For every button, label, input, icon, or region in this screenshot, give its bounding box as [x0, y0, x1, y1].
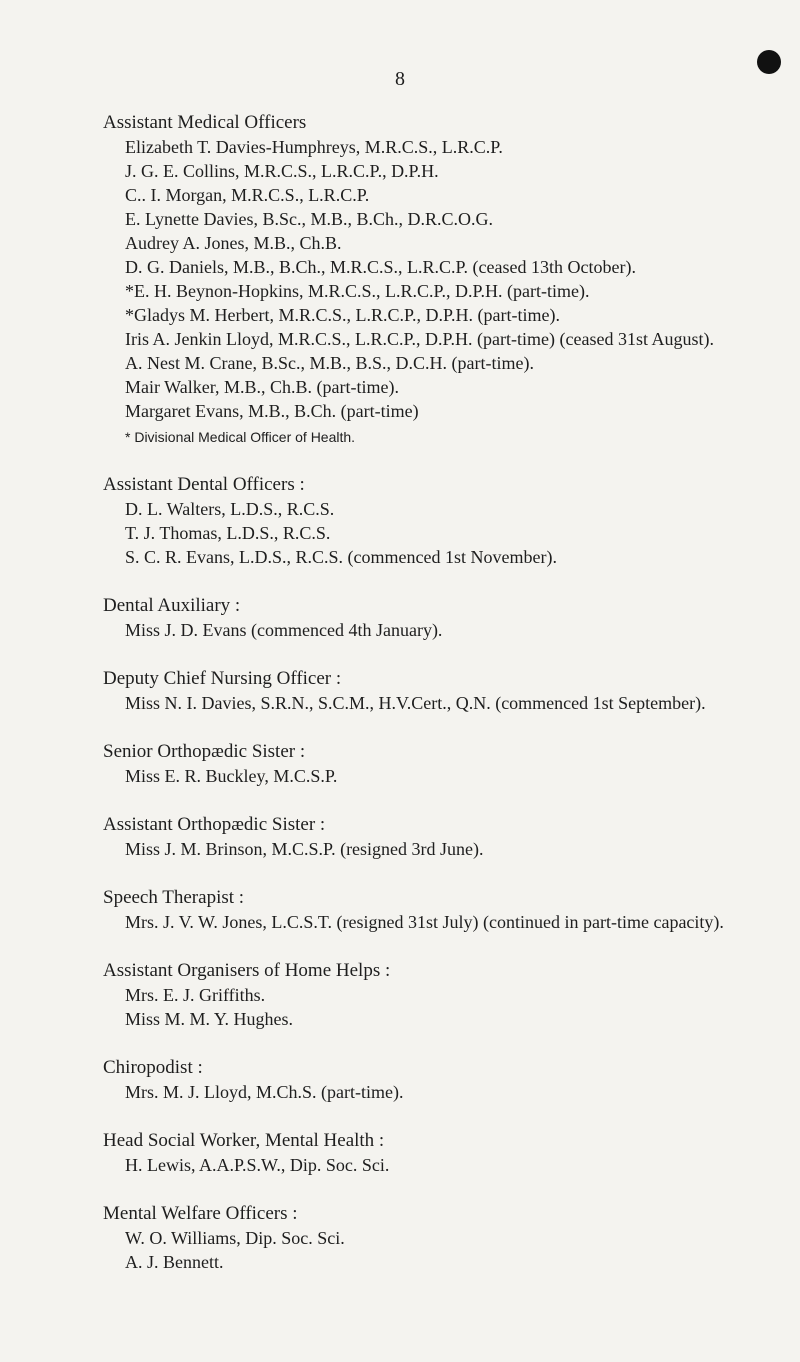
list-item: *Gladys M. Herbert, M.R.C.S., L.R.C.P., D.P.H. (part-time).	[125, 305, 560, 325]
entry-list	[103, 1153, 763, 1177]
section-mental-welfare-officers	[103, 1202, 763, 1274]
entry-list	[103, 497, 763, 569]
section-heading: Mental Welfare Officers :	[103, 1203, 298, 1224]
entry-list	[103, 135, 763, 423]
entry-list	[103, 983, 763, 1031]
list-item: J. G. E. Collins, M.R.C.S., L.R.C.P., D.P.H.	[125, 161, 439, 181]
list-item: Miss J. M. Brinson, M.C.S.P. (resigned 3rd June).	[125, 839, 484, 859]
section-heading: Head Social Worker, Mental Health :	[103, 1130, 385, 1151]
section-heading: Chiropodist :	[103, 1057, 203, 1078]
section-assistant-dental-officers	[103, 473, 763, 569]
list-item: D. L. Walters, L.D.S., R.C.S.	[125, 499, 335, 519]
list-item: W. O. Williams, Dip. Soc. Sci.	[125, 1228, 345, 1248]
list-item: S. C. R. Evans, L.D.S., R.C.S. (commenced 1st November).	[125, 547, 557, 567]
list-item: H. Lewis, A.A.P.S.W., Dip. Soc. Sci.	[125, 1155, 390, 1175]
list-item: Mrs. M. J. Lloyd, M.Ch.S. (part-time).	[125, 1082, 404, 1102]
entry-list	[103, 764, 763, 788]
list-item: T. J. Thomas, L.D.S., R.C.S.	[125, 523, 331, 543]
entry-list	[103, 1080, 763, 1104]
section-assistant-medical-officers	[103, 111, 763, 448]
list-item: C.. I. Morgan, M.R.C.S., L.R.C.P.	[125, 185, 370, 205]
entry-list	[103, 910, 763, 934]
section-heading: Dental Auxiliary :	[103, 595, 241, 616]
section-chiropodist	[103, 1056, 763, 1104]
section-speech-therapist	[103, 886, 763, 934]
list-item: Margaret Evans, M.B., B.Ch. (part-time)	[125, 401, 419, 421]
section-heading: Deputy Chief Nursing Officer :	[103, 668, 342, 689]
list-item: Audrey A. Jones, M.B., Ch.B.	[125, 233, 342, 253]
list-item: Miss M. M. Y. Hughes.	[125, 1009, 294, 1029]
entry-list	[103, 837, 763, 861]
section-heading: Assistant Organisers of Home Helps :	[103, 960, 391, 981]
list-item: A. Nest M. Crane, B.Sc., M.B., B.S., D.C.H. (part-time).	[125, 353, 534, 373]
list-item: Miss J. D. Evans (commenced 4th January).	[125, 620, 443, 640]
section-head-social-worker	[103, 1129, 763, 1177]
section-heading: Assistant Dental Officers :	[103, 474, 305, 495]
footnote: * Divisional Medical Officer of Health.	[125, 429, 356, 445]
section-heading: Assistant Orthopædic Sister :	[103, 814, 326, 835]
list-item: A. J. Bennett.	[125, 1252, 224, 1272]
section-assistant-orthopaedic-sister	[103, 813, 763, 861]
section-heading: Assistant Medical Officers	[103, 112, 307, 133]
list-item: Mrs. E. J. Griffiths.	[125, 985, 266, 1005]
section-dental-auxiliary	[103, 594, 763, 642]
section-heading: Senior Orthopædic Sister :	[103, 741, 306, 762]
list-item: Mair Walker, M.B., Ch.B. (part-time).	[125, 377, 399, 397]
section-heading: Speech Therapist :	[103, 887, 245, 908]
list-item: Iris A. Jenkin Lloyd, M.R.C.S., L.R.C.P., D.P.H. (part-time) (ceased 31st August).	[125, 329, 714, 349]
section-home-help-organisers	[103, 959, 763, 1031]
page-number: 8	[395, 68, 405, 90]
staff-list	[103, 111, 763, 1274]
list-item: Miss E. R. Buckley, M.C.S.P.	[125, 766, 338, 786]
list-item: D. G. Daniels, M.B., B.Ch., M.R.C.S., L.R.C.P. (ceased 13th October).	[125, 257, 636, 277]
entry-list	[103, 691, 763, 715]
section-senior-orthopaedic-sister	[103, 740, 763, 788]
list-item: *E. H. Beynon-Hopkins, M.R.C.S., L.R.C.P., D.P.H. (part-time).	[125, 281, 590, 301]
list-item: Mrs. J. V. W. Jones, L.C.S.T. (resigned 31st July) (continued in part-time capacity).	[125, 912, 724, 932]
list-item: Elizabeth T. Davies-Humphreys, M.R.C.S., L.R.C.P.	[125, 137, 503, 157]
section-deputy-chief-nursing-officer	[103, 667, 763, 715]
list-item: Miss N. I. Davies, S.R.N., S.C.M., H.V.Cert., Q.N. (commenced 1st September).	[125, 693, 706, 713]
entry-list	[103, 618, 763, 642]
entry-list	[103, 1226, 763, 1274]
list-item: E. Lynette Davies, B.Sc., M.B., B.Ch., D.R.C.O.G.	[125, 209, 493, 229]
